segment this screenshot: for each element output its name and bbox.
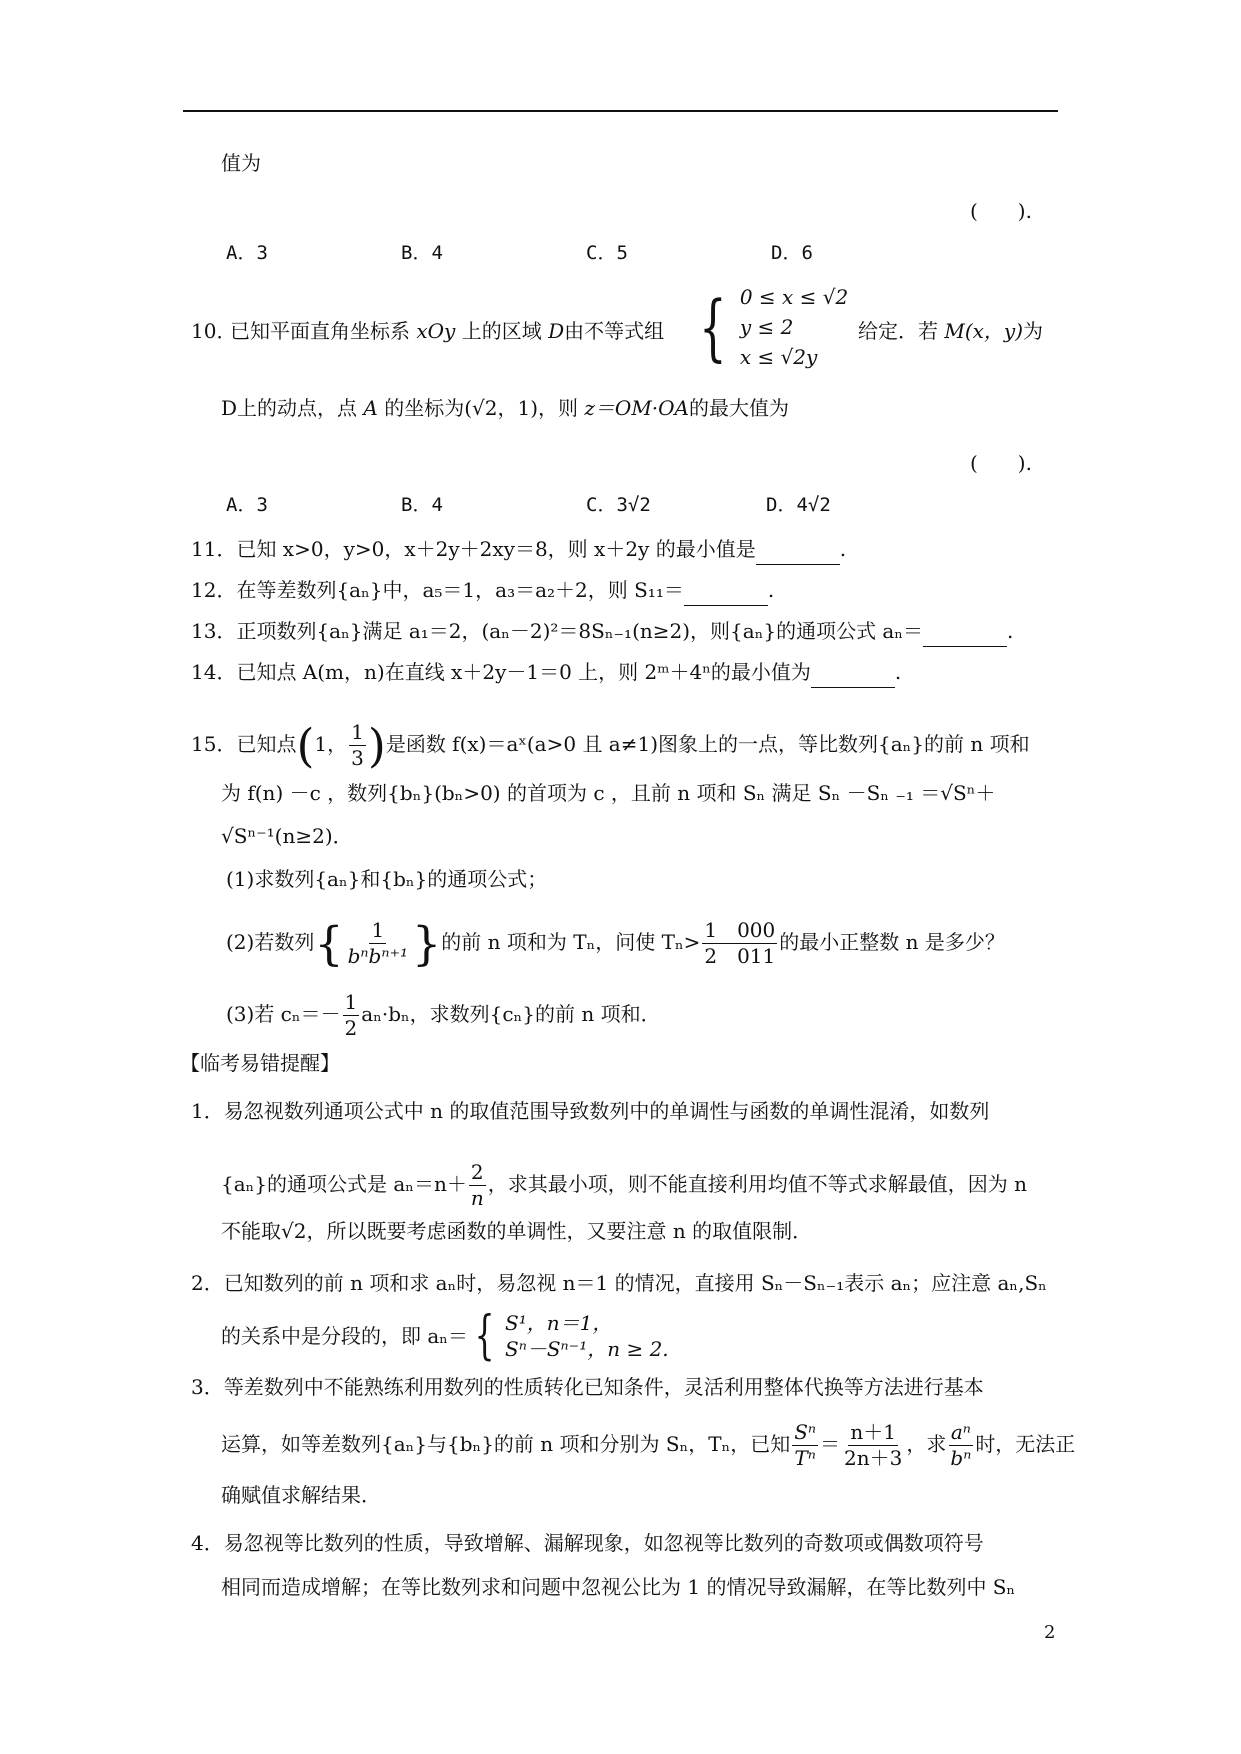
q14-end: . <box>894 660 902 684</box>
q14-number: 14． <box>191 660 237 684</box>
q10-line1-end <box>858 318 1043 344</box>
fraction-den: 2 011 <box>704 944 776 968</box>
q10-text-e: 为 <box>1023 319 1044 343</box>
piecewise-case-1: S¹，n＝1， <box>505 1311 613 1335</box>
reminder-2-number: 2． <box>191 1271 224 1295</box>
reminder-heading: 【临考易错提醒】 <box>180 1051 340 1075</box>
q15-point-x: 1 <box>314 732 328 756</box>
reminder-4-line2: 相同而造成增解；在等比数列求和问题中忽视公比为 1 的情况导致漏解，在等比数列中 Sₙ <box>221 1575 1016 1599</box>
reminder-2-line2-a: 的关系中是分段的，即 aₙ＝ <box>221 1324 468 1348</box>
reminder-4-text: 易忽视等比数列的性质，导致增解、漏解现象，如忽视等比数列的奇数项或偶数项符号 <box>223 1531 984 1555</box>
q10-point-a: A <box>363 396 378 420</box>
q10-line2 <box>221 395 789 421</box>
page-number: 2 <box>1044 1622 1056 1643</box>
q15-line3: √Sⁿ⁻¹(n≥2)． <box>221 824 353 848</box>
q9-option-d: D．6 <box>771 242 813 264</box>
fraction-num: 1 <box>351 720 364 744</box>
reminder-1-line2 <box>221 1160 1027 1211</box>
fraction-den: bⁿ <box>950 1446 972 1470</box>
q15-sub3-a: (3)若 cₙ＝－ <box>226 1002 341 1026</box>
system-row-2: y ≤ 2 <box>739 315 794 339</box>
q10-inequality-system <box>690 282 848 372</box>
reminder-3-number: 3． <box>191 1375 224 1399</box>
q10-answer-bracket: ( ). <box>970 451 1032 475</box>
reminder-2-line1 <box>191 1270 1047 1296</box>
left-brace: { <box>474 1306 495 1366</box>
q11-end: . <box>839 537 847 561</box>
reminder-3-line1 <box>191 1374 984 1400</box>
q11-number: 11． <box>191 537 237 561</box>
fraction-den: bⁿbⁿ⁺¹ <box>347 944 409 968</box>
reminder-3-line2 <box>221 1420 1075 1471</box>
q15-sub1: (1)求数列{aₙ}和{bₙ}的通项公式； <box>226 867 548 891</box>
q15-sub2-b: 的前 n 项和为 Tₙ，问使 Tₙ> <box>441 930 701 954</box>
q12-end: . <box>767 578 775 602</box>
reminder-4-number: 4． <box>191 1531 224 1555</box>
q15-threshold-fraction <box>702 918 777 969</box>
q10-region-d: D <box>548 319 565 343</box>
fraction-den: 2 <box>344 1016 358 1040</box>
q10-text-d: 给定．若 <box>858 319 938 343</box>
reminder-1-line2-b: ，求其最小项，则不能直接利用均值不等式求解最值，因为 n <box>487 1172 1027 1196</box>
fraction-den: n <box>470 1186 484 1210</box>
q15-point-y-fraction <box>349 720 366 771</box>
q15-sub3-b: aₙ·bₙ，求数列{cₙ}的前 n 项和． <box>361 1002 661 1026</box>
q10-line2-b: 的坐标为(√2，1)，则 <box>384 396 579 420</box>
fraction-den: 3 <box>351 746 364 770</box>
q10-option-d: D．4√2 <box>766 494 831 516</box>
q15-sub3 <box>226 990 661 1041</box>
reminder-4-line1 <box>191 1530 984 1556</box>
q11 <box>191 536 846 565</box>
q10-point-m: M(x，y) <box>944 319 1024 343</box>
q10-option-b: B．4 <box>401 494 443 516</box>
q13-end: . <box>1007 619 1014 643</box>
reminder-3-line2-a: 运算，如等差数列{aₙ}与{bₙ}的前 n 项和分别为 Sₙ，Tₙ，已知 <box>221 1432 791 1456</box>
reminder-2-line2 <box>221 1306 669 1366</box>
q15-sub2-fraction <box>346 918 410 969</box>
q13-answer-blank[interactable] <box>923 620 1007 647</box>
q14-text: 已知点 A(m，n)在直线 x＋2y－1＝0 上，则 2ᵐ＋4ⁿ的最小值为 <box>236 660 811 684</box>
reminder-2-piecewise <box>468 1306 669 1366</box>
left-brace: { <box>699 285 727 369</box>
q10-option-c: C．3√2 <box>586 494 651 516</box>
equals: ＝ <box>820 1432 841 1456</box>
q10-text-c: 由不等式组 <box>564 319 665 343</box>
q9-option-b: B．4 <box>401 242 443 264</box>
reminder-1-line2-a: {aₙ}的通项公式是 aₙ＝n＋ <box>221 1172 467 1196</box>
reminder-1-fraction <box>469 1160 486 1211</box>
header-rule <box>183 110 1058 112</box>
q10-line1 <box>230 318 664 344</box>
fraction-den: 2n＋3 <box>844 1446 903 1470</box>
reminder-3-line2-b: ，求 <box>906 1432 947 1456</box>
q12 <box>191 577 774 606</box>
q10-text-a: 已知平面直角坐标系 <box>230 319 410 343</box>
reminder-3-fraction-n <box>842 1420 904 1471</box>
fraction-num: 1 000 <box>704 918 776 942</box>
q14 <box>191 659 901 688</box>
reminder-3-text: 等差数列中不能熟练利用数列的性质转化已知条件，灵活利用整体代换等方法进行基本 <box>223 1375 984 1399</box>
q9-answer-bracket: ( ). <box>970 199 1032 223</box>
left-brace: { <box>314 916 344 971</box>
q10-number: 10． <box>191 319 237 343</box>
q12-answer-blank[interactable] <box>684 579 768 606</box>
fraction-num: aⁿ <box>950 1420 971 1444</box>
q13 <box>191 618 1013 647</box>
q15-sub2 <box>226 918 1005 969</box>
fraction-den: Tⁿ <box>794 1446 816 1470</box>
q11-answer-blank[interactable] <box>756 538 840 565</box>
reminder-3-line2-c: 时，无法正 <box>975 1432 1076 1456</box>
q15-line2: 为 f(n) －c ，数列{bₙ}(bₙ>0) 的首项为 c ，且前 n 项和 Sₙ 满足 Sₙ －Sₙ ₋₁ ＝√Sⁿ＋ <box>221 781 996 805</box>
fraction-num: 1 <box>344 990 358 1014</box>
q15-number: 15． <box>191 732 237 756</box>
q10-option-a: A．3 <box>226 494 268 516</box>
q15-sub2-a: (2)若数列 <box>226 930 315 954</box>
q15-line1-a: 已知点 <box>236 732 297 756</box>
q15-line1-b: 是函数 f(x)＝aˣ(a>0 且 a≠1)图象上的一点，等比数列{aₙ}的前 n 项和 <box>385 732 1030 756</box>
fraction-num: n＋1 <box>850 1420 897 1444</box>
piecewise-case-2: Sⁿ－Sⁿ⁻¹，n ≥ 2. <box>505 1337 669 1361</box>
q10-z-expr: z＝OM·OA <box>584 396 689 420</box>
q13-text: 正项数列{aₙ}满足 a₁＝2，(aₙ－2)²＝8Sₙ₋₁(n≥2)，则{aₙ}的通项公式 aₙ＝ <box>236 619 924 643</box>
q13-number: 13． <box>191 619 237 643</box>
right-brace: } <box>412 916 442 971</box>
system-row-1: 0 ≤ x ≤ √2 <box>739 285 849 309</box>
q11-text: 已知 x>0，y>0，x＋2y＋2xy＝8，则 x＋2y 的最小值是 <box>236 537 756 561</box>
q9-tail: 值为 <box>221 151 261 175</box>
q12-text: 在等差数列{aₙ}中，a₅＝1，a₃＝a₂＋2，则 S₁₁＝ <box>236 578 684 602</box>
reminder-2-text: 已知数列的前 n 项和求 aₙ时，易忽视 n＝1 的情况，直接用 Sₙ－Sₙ₋₁表示 aₙ；应注意 aₙ,Sₙ <box>223 1271 1047 1295</box>
reminder-3-fraction-st <box>792 1420 818 1471</box>
reminder-1-text: 易忽视数列通项公式中 n 的取值范围导致数列中的单调性与函数的单调性混淆，如数列 <box>223 1099 990 1123</box>
system-row-3: x ≤ √2y <box>739 345 818 369</box>
q10-xoy: xOy <box>416 319 456 343</box>
q15-line1: 15．已知点(1， $\frac{1}{3}$ )是函数 f(x)＝aˣ(a>0 且 a≠1)图象上的一点，等比数列{aₙ}的前 n 项和 <box>191 718 1030 773</box>
left-paren: ( <box>296 718 315 773</box>
reminder-1-line3: 不能取√2，所以既要考虑函数的单调性，又要注意 n 的取值限制． <box>221 1219 813 1243</box>
q14-answer-blank[interactable] <box>811 661 895 688</box>
q9-option-a: A．3 <box>226 242 268 264</box>
q15-sub3-fraction <box>343 990 360 1041</box>
fraction-num: 1 <box>371 918 385 942</box>
reminder-1-number: 1． <box>191 1099 224 1123</box>
q10-line2-a: D上的动点，点 <box>221 396 358 420</box>
reminder-3-line3: 确赋值求解结果． <box>221 1483 381 1507</box>
q15-sub2-c: 的最小正整数 n 是多少？ <box>779 930 1005 954</box>
q10-line2-c: 的最大值为 <box>689 396 789 420</box>
right-paren: ) <box>367 718 386 773</box>
q10-text-b: 上的区域 <box>461 319 542 343</box>
fraction-num: 2 <box>470 1160 484 1184</box>
q12-number: 12． <box>191 578 237 602</box>
reminder-3-fraction-ab <box>948 1420 973 1471</box>
q9-option-c: C．5 <box>586 242 628 264</box>
reminder-1-line1 <box>191 1098 989 1124</box>
fraction-num: Sⁿ <box>794 1420 817 1444</box>
